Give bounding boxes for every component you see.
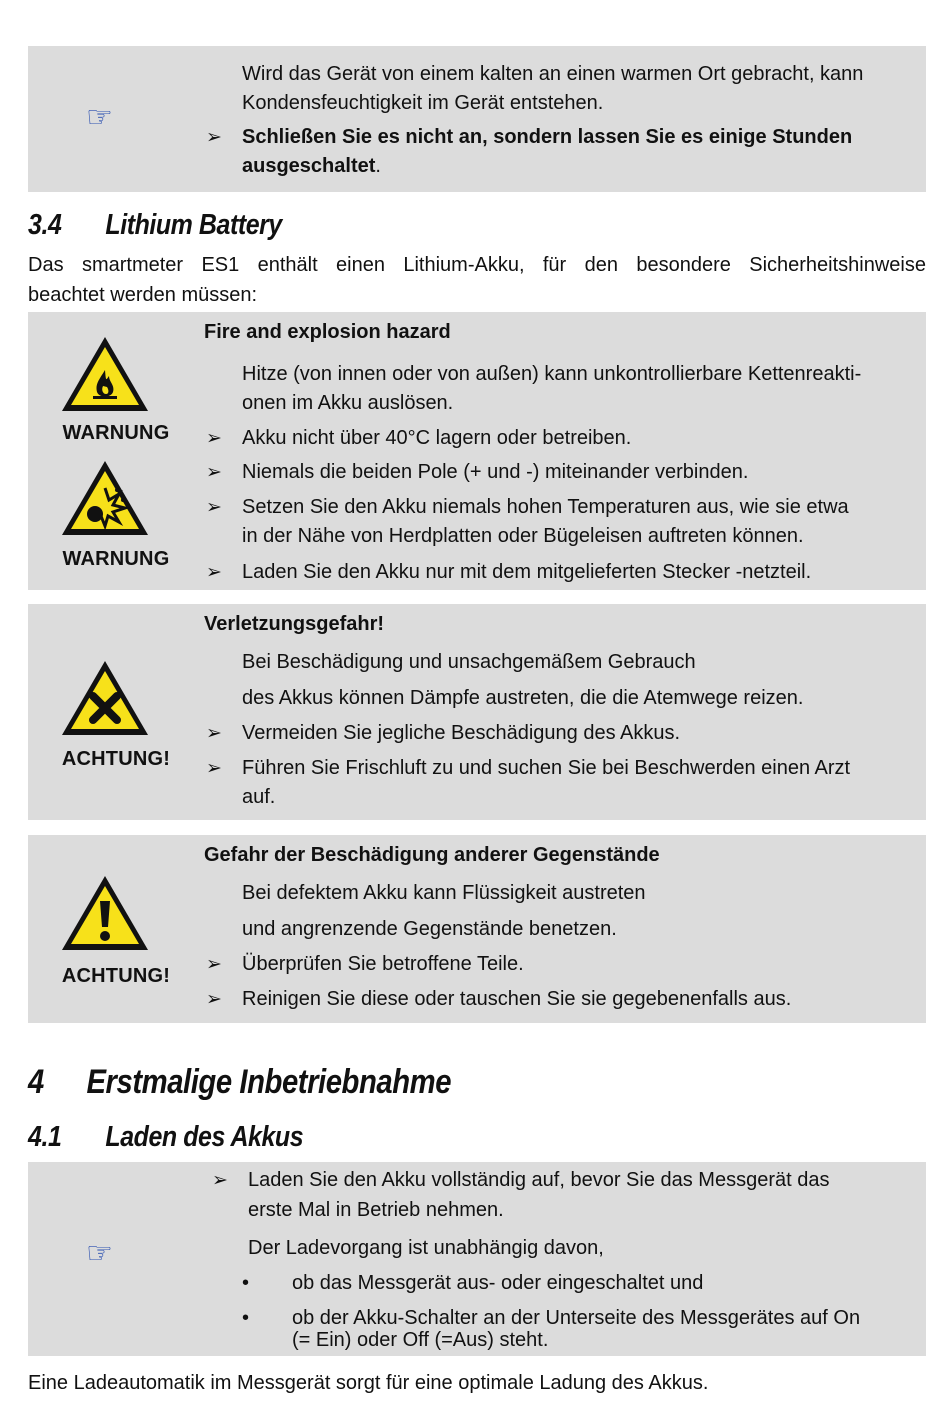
arrow-bullet-icon: ➢ xyxy=(206,462,222,483)
charging-note-box xyxy=(28,1162,926,1356)
intro-line: beachtet werden müssen: xyxy=(28,284,258,306)
bullet-item xyxy=(204,458,916,487)
pointing-hand-icon: ☞ xyxy=(86,1237,113,1270)
bullet-continuation: erste Mal in Betrieb nehmen. xyxy=(248,1199,504,1221)
box-text-line: des Akkus können Dämpfe austreten, die die Atemwege reizen. xyxy=(242,687,804,709)
bullet-text: Akku nicht über 40°C lagern oder betreiben. xyxy=(242,427,632,449)
arrow-bullet-icon: ➢ xyxy=(206,723,222,744)
bullet-text: Laden Sie den Akku nur mit dem mitgelieferten Stecker -netzteil. xyxy=(242,561,812,583)
section-number: 4 xyxy=(28,1063,44,1101)
explosive-warning-icon xyxy=(59,458,151,538)
harmful-x-warning-icon xyxy=(59,658,151,738)
section-number: 3.4 xyxy=(28,209,62,241)
section-number: 4.1 xyxy=(28,1121,62,1153)
bullet-text: Niemals die beiden Pole (+ und -) miteinander verbinden. xyxy=(242,461,749,483)
arrow-bullet-icon: ➢ xyxy=(206,954,222,975)
footer-paragraph: Eine Ladeautomatik im Messgerät sorgt für eine optimale Ladung des Akkus. xyxy=(28,1372,709,1394)
note-action-text: Schließen Sie es nicht an, sondern lassen Sie es einige Stunden xyxy=(242,126,853,148)
warning-label: WARNUNG xyxy=(62,548,170,570)
dot-item-text: ob der Akku-Schalter an der Unterseite des Messgerätes auf On xyxy=(292,1307,861,1329)
bullet-continuation: in der Nähe von Herdplatten oder Bügeleisen auftreten können. xyxy=(242,525,804,547)
section-title: Laden des Akkus xyxy=(105,1121,304,1153)
box-text-line: Bei Beschädigung und unsachgemäßem Gebrauch xyxy=(242,651,696,673)
dot-bullet-icon: • xyxy=(242,1307,250,1329)
box-text-line: Hitze (von innen oder von außen) kann unkontrollierbare Kettenreakti- xyxy=(242,363,862,385)
damage-text-column xyxy=(204,841,916,1019)
arrow-bullet-icon: ➢ xyxy=(212,1170,228,1191)
bullet-item xyxy=(204,493,916,522)
exclamation-warning-icon xyxy=(59,873,151,953)
box-text-line: und angrenzende Gegenstände benetzen. xyxy=(242,918,617,940)
box-text-line: Bei defektem Akku kann Flüssigkeit austreten xyxy=(242,882,646,904)
bullet-item xyxy=(204,950,916,979)
pointing-hand-icon: ☞ xyxy=(86,101,113,134)
injury-warning-box xyxy=(28,604,926,820)
note-text-column xyxy=(204,60,916,190)
bullet-text: Vermeiden Sie jegliche Beschädigung des Akkus. xyxy=(242,722,681,744)
bullet-item xyxy=(204,719,916,748)
box-title: Verletzungsgefahr! xyxy=(204,613,385,635)
note-line: Kondensfeuchtigkeit im Gerät entstehen. xyxy=(242,92,604,114)
charge-text-column xyxy=(204,1166,916,1354)
bullet-text: Setzen Sie den Akku niemals hohen Temperaturen aus, wie sie etwa xyxy=(242,496,849,518)
note-action-line xyxy=(204,123,916,152)
section-heading-4 xyxy=(28,1062,510,1102)
bullet-continuation: auf. xyxy=(242,786,276,808)
bullet-text: Führen Sie Frischluft zu und suchen Sie bei Beschwerden einen Arzt xyxy=(242,757,851,779)
fire-text-column xyxy=(204,318,916,588)
bullet-item xyxy=(204,424,916,453)
bullet-item xyxy=(204,558,916,587)
section-heading-3-4 xyxy=(28,208,372,242)
section-intro-paragraph xyxy=(28,250,926,310)
arrow-bullet-icon: ➢ xyxy=(206,758,222,779)
bullet-item xyxy=(204,1166,916,1195)
arrow-bullet-icon: ➢ xyxy=(206,127,222,148)
section-title: Lithium Battery xyxy=(105,209,282,241)
condensation-note-box xyxy=(28,46,926,192)
bullet-item xyxy=(204,754,916,783)
bullet-text: Reinigen Sie diese oder tauschen Sie sie gegebenenfalls aus. xyxy=(242,988,792,1010)
dot-list-item xyxy=(204,1269,916,1298)
warning-label: WARNUNG xyxy=(62,422,170,444)
arrow-bullet-icon: ➢ xyxy=(206,497,222,518)
injury-text-column xyxy=(204,610,916,816)
bullet-text: Überprüfen Sie betroffene Teile. xyxy=(242,953,524,975)
section-title: Erstmalige Inbetriebnahme xyxy=(86,1063,452,1101)
bullet-text: Laden Sie den Akku vollständig auf, bevor Sie das Messgerät das xyxy=(248,1169,830,1191)
arrow-bullet-icon: ➢ xyxy=(206,428,222,449)
note-action-tail: . xyxy=(375,155,381,177)
note-action-bold: ausgeschaltet xyxy=(242,155,376,177)
arrow-bullet-icon: ➢ xyxy=(206,562,222,583)
box-text-line: onen im Akku auslösen. xyxy=(242,392,454,414)
arrow-bullet-icon: ➢ xyxy=(206,989,222,1010)
box-title: Fire and explosion hazard xyxy=(204,321,451,343)
note-action-line xyxy=(204,152,916,181)
damage-warning-box xyxy=(28,835,926,1023)
warning-label: ACHTUNG! xyxy=(61,748,171,770)
bullet-item xyxy=(204,985,916,1014)
section-heading-4-1 xyxy=(28,1120,372,1154)
note-line: Wird das Gerät von einem kalten an einen warmen Ort gebracht, kann xyxy=(242,63,864,85)
box-title: Gefahr der Beschädigung anderer Gegenstände xyxy=(204,844,660,866)
box-text-line: Der Ladevorgang ist unabhängig davon, xyxy=(248,1237,604,1259)
intro-line: Das smartmeter ES1 enthält einen Lithium-Akku, für den besondere Sicherheitshinweise xyxy=(28,254,926,276)
dot-item-continuation: (= Ein) oder Off (=Aus) steht. xyxy=(292,1329,549,1351)
warning-label: ACHTUNG! xyxy=(61,965,171,987)
dot-item-text: ob das Messgerät aus- oder eingeschaltet und xyxy=(292,1272,704,1294)
flammable-warning-icon xyxy=(59,334,151,414)
dot-bullet-icon: • xyxy=(242,1272,250,1294)
fire-explosion-warning-box xyxy=(28,312,926,590)
